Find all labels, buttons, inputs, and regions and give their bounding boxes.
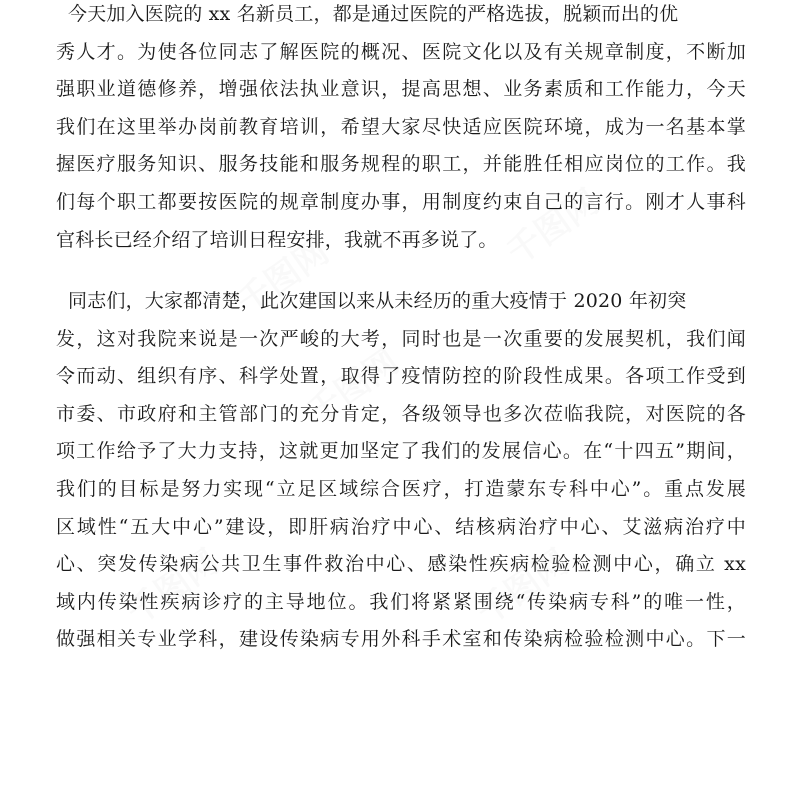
text-line: 心、突发传染病公共卫生事件救治中心、感染性疾病检验检测中心，确立 xx xyxy=(56,553,746,576)
text-line: 秀人才。为使各位同志了解医院的概况、医院文化以及有关规章制度，不断加 xyxy=(56,40,746,63)
text-line: 项工作给予了大力支持，这就更加坚定了我们的发展信心。在“十四五”期间， xyxy=(56,440,746,463)
text-line: 令而动、组织有序、科学处置，取得了疫情防控的阶段性成果。各项工作受到 xyxy=(56,365,746,388)
text-line: 握医疗服务知识、服务技能和服务规程的职工，并能胜任相应岗位的工作。我 xyxy=(56,153,746,176)
text-line: 官科长已经介绍了培训日程安排，我就不再多说了。 xyxy=(56,228,498,251)
watermark: 千图网 xyxy=(119,541,227,634)
paragraph-2 xyxy=(56,283,746,659)
watermark: 千图网 xyxy=(499,181,607,274)
text-line: 今天加入医院的 xx 名新员工，都是通过医院的严格选拔，脱颖而出的优 xyxy=(68,3,679,25)
watermark: 千图网 xyxy=(229,231,337,324)
text-line: 做强相关专业学科，建设传染病专用外科手术室和传染病检验检测中心。下一 xyxy=(56,628,746,651)
text-line: 发，这对我院来说是一次严峻的大考，同时也是一次重要的发展契机，我们闻 xyxy=(56,327,746,350)
watermark: 千图网 xyxy=(469,541,577,634)
text-line: 同志们，大家都清楚，此次建国以来从未经历的重大疫情于 2020 年初突 xyxy=(68,290,687,312)
text-line: 我们在这里举办岗前教育培训，希望大家尽快适应医院环境，成为一名基本掌 xyxy=(56,115,746,138)
text-line: 区域性“五大中心”建设，即肝病治疗中心、结核病治疗中心、艾滋病治疗中 xyxy=(56,515,746,538)
text-line: 市委、市政府和主管部门的充分肯定，各级领导也多次莅临我院，对医院的各 xyxy=(56,402,746,425)
text-line: 强职业道德修养，增强依法执业意识，提高思想、业务素质和工作能力，今天 xyxy=(56,78,746,101)
paragraph-1 xyxy=(56,0,746,259)
text-line: 域内传染性疾病诊疗的主导地位。我们将紧紧围绕“传染病专科”的唯一性， xyxy=(56,590,746,613)
text-line: 们每个职工都要按医院的规章制度办事，用制度约束自己的言行。刚才人事科 xyxy=(56,190,746,213)
watermark: 千图网 xyxy=(299,341,407,434)
text-line: 我们的目标是努力实现“立足区域综合医疗，打造蒙东专科中心”。重点发展 xyxy=(56,477,746,500)
